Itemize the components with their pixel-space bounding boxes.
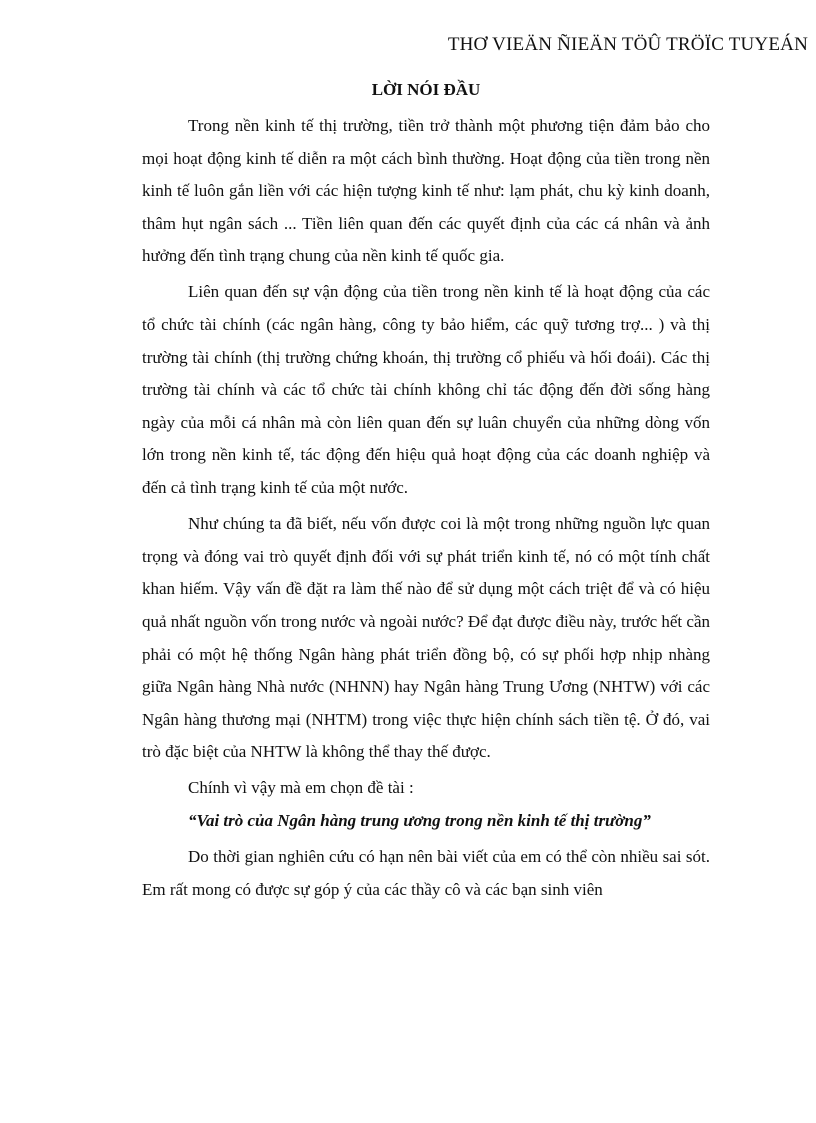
paragraph-financial-institutions: Liên quan đến sự vận động của tiền trong nền kinh tế là hoạt động của các tổ chức tài chính (các ngân hàng, công ty bảo hiểm, các quỹ tương trợ... ) và thị trường tài chính (thị trường chứng khoán, thị trường cổ phiếu và hối đoái). Các thị trường tài chính và các tổ chức tài chính không chỉ tác động đến đời sống hàng ngày của mỗi cá nhân mà còn liên quan đến sự luân chuyển của những dòng vốn lớn trong nền kinh tế, tác động đến hiệu quả hoạt động của các doanh nghiệp và đến cả tình trạng kinh tế của một nước.: [142, 282, 710, 498]
document-body: [142, 110, 710, 910]
paragraph-topic-intro: Chính vì vậy mà em chọn đề tài :: [188, 778, 414, 798]
topic-quote: “Vai trò của Ngân hàng trung ương trong nền kinh tế thị trường”: [188, 810, 651, 830]
paragraph-closing: Do thời gian nghiên cứu có hạn nên bài viết của em có thể còn nhiều sai sót. Em rất mong có được sự góp ý của các thầy cô và các bạn sinh viên: [142, 847, 710, 899]
page-title: LỜI NÓI ĐẦU: [371, 80, 481, 99]
paragraph-intro: Trong nền kinh tế thị trường, tiền trở thành một phương tiện đảm bảo cho mọi hoạt động kinh tế diễn ra một cách bình thường. Hoạt động của tiền trong nền kinh tế luôn gắn liền với các hiện tượng kinh tế như: lạm phát, chu kỳ kinh doanh, thâm hụt ngân sách ... Tiền liên quan đến các quyết định của các cá nhân và ảnh hưởng đến tình trạng chung của nền kinh tế quốc gia.: [142, 116, 710, 266]
paragraph-capital: Như chúng ta đã biết, nếu vốn được coi là một trong những nguồn lực quan trọng và đóng vai trò quyết định đối với sự phát triển kinh tế, nó có một tính chất khan hiếm. Vậy vấn đề đặt ra làm thế nào để sử dụng một cách triệt để và có hiệu quả nhất nguồn vốn trong nước và ngoài nước? Để đạt được điều này, trước hết cần phải có một hệ thống Ngân hàng phát triển đồng bộ, có sự phối hợp nhịp nhàng giữa Ngân hàng Nhà nước (NHNN) hay Ngân hàng Trung Ương (NHTW) với các Ngân hàng thương mại (NHTM) trong việc thực hiện chính sách tiền tệ. Ở đó, vai trò đặc biệt của NHTW là không thể thay thế được.: [142, 514, 710, 762]
header-watermark: THƠ VIEÄN ÑIEÄN TÖÛ TRÖÏC TUYEÁN: [447, 34, 808, 55]
